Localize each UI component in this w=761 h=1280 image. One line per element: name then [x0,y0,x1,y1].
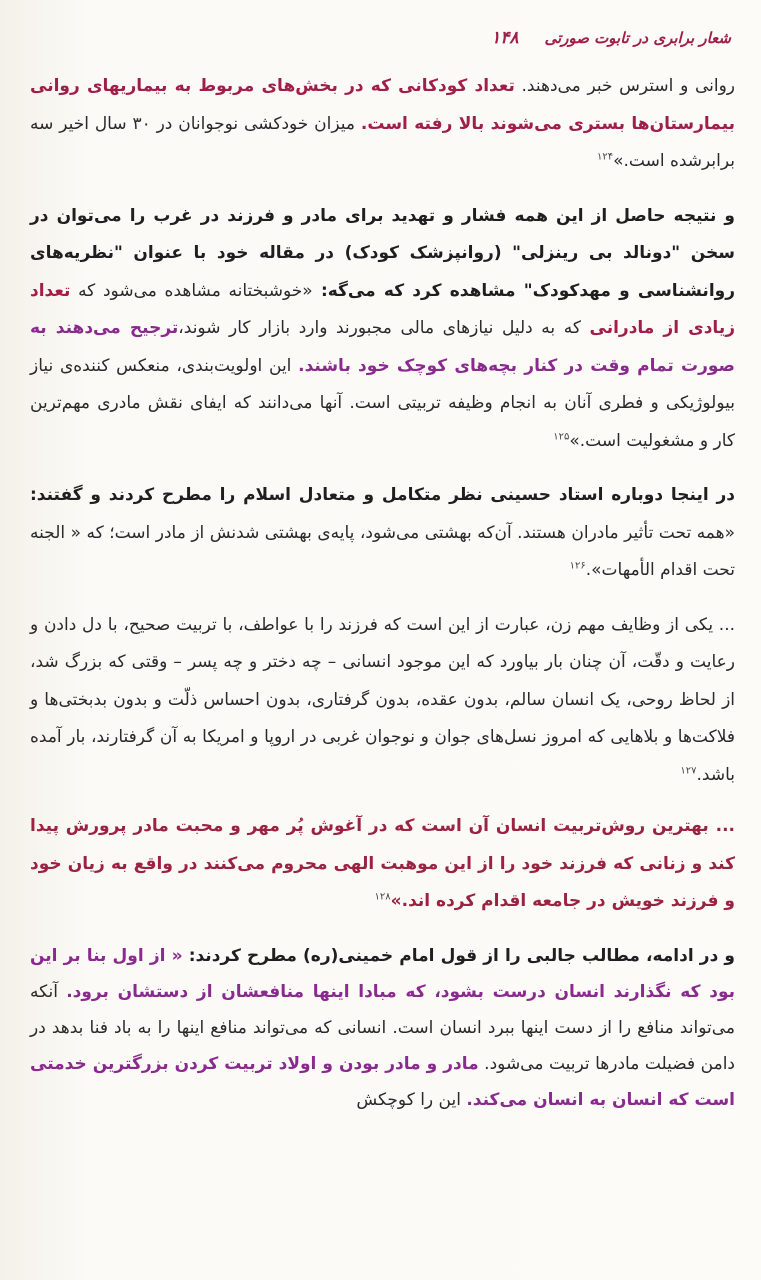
text-run: روانی و استرس خبر می‌دهند. [514,76,735,96]
text-run: میزان خودکشی نوجوانان در ۳۰ سال اخیر سه برابرشده است.» [30,113,735,171]
highlight-run: تعداد کودکانی که در بخش‌های مربوط به بیماریهای روانی بیمارستان‌ها بستری می‌شوند بالا رفته است. [30,76,736,134]
highlight-run: ترجیح می‌دهند به صورت تمام وقت در کنار بچه‌های کوچک خود باشند. [30,318,735,376]
highlight-run: « از اول بنا بر این بود که نگذارند انسان درست بشود، که مبادا اینها منافعشان از دستشان برود. [30,945,735,1002]
bold-run: و در ادامه، مطالب جالبی را از قول امام خمینی(ره) مطرح کردند: [188,945,735,966]
paragraph-3 [30,477,735,590]
paragraph-1 [30,68,735,181]
text-run: «همه تحت تأثیر مادران هستند. آن‌که بهشتی می‌شود، پایه‌ی بهشتی شدنش از مادر است؛ که « الجنه تحت اقدام الأمهات». [30,522,735,580]
text-run: این اولویت‌بندی، منعکس کننده‌ی نیاز بیولوژیکی و فطری آنان به انجام وظیفه تربیتی است. آنها می‌دانند که ایفای نقش مادری مهم‌ترین کار و مشغولیت است.» [30,355,735,451]
highlight-run: تعداد زیادی از مادرانی [30,280,735,338]
highlight-run: مادر و مادر بودن و اولاد تربیت کردن بزرگترین خدمتی است که انسان به انسان می‌کند. [30,1053,735,1110]
text-run: آنکه می‌تواند منافع را از دست اینها ببرد انسان است. انسانی که می‌تواند منافع اینها را به باد فنا بدهد در دامن فضیلت مادرها تربیت می‌شود. [30,981,735,1074]
running-title: شعار برابری در تابوت صورتی [544,29,731,47]
paragraph-5 [30,808,735,921]
footnote-ref: ۱۲۷ [680,764,697,776]
highlight-run: ... بهترین روش‌تربیت انسان آن است که در آغوش پُر مهر و محبت مادر پرورش پیدا کند و زنانی که فرزند خود را از این موهبت الهی محروم می‌کنند در واقع به زیان خود و فرزند خویش در جامعه اقدام کرده اند.» [30,816,735,911]
bold-run: و نتیجه حاصل از این همه فشار و تهدید برای مادر و فرزند در غرب را می‌توان در سخن "دونالد بی رینزلی" (روانپزشک کودک) در مقاله خود با عنوان "نظریه‌های روانشناسی و مهدکودک" مشاهده کرد که می‌گه: [30,205,735,301]
footnote-ref: ۱۲۴ [596,151,614,163]
paragraph-4 [30,607,735,795]
footnote-ref: ۱۲۸ [374,891,391,903]
text-run: این را کوچکش [356,1089,467,1110]
text-run: که به دلیل نیازهای مالی مجبورند وارد بازار کار شوند، [178,318,590,338]
page-header [30,28,735,68]
text-run: ... یکی از وظایف مهم زن، عبارت از این است که فرزند را با عواطف، با تربیت صحیح، با دل دادن و رعایت و دقّت، آن چنان بار بیاورد که این موجود انسانی – چه دختر و چه پسر – وقتی که بزرگ شد، از لحاظ روحی، یک انسان سالم، بدون عقده، بدون گرفتاری، بدون احساس ذلّت و بدون بدبختی‌ها و فلاکت‌ها و بلاهایی که امروز نسل‌های جوان و نوجوان غربی در اروپا و امریکا به آن گرفتارند، بار آمده باشد. [30,614,735,785]
page-number: ۱۴۸ [491,28,519,48]
footnote-ref: ۱۲۵ [553,430,570,442]
paragraph-6 [30,938,735,1118]
footnote-ref: ۱۲۶ [569,560,586,572]
bold-run: در اینجا دوباره استاد حسینی نظر متکامل و متعادل اسلام را مطرح کردند و گفتند: [30,485,735,505]
paragraph-2 [30,198,735,461]
text-run: «خوشبختانه مشاهده می‌شود که [70,280,313,301]
